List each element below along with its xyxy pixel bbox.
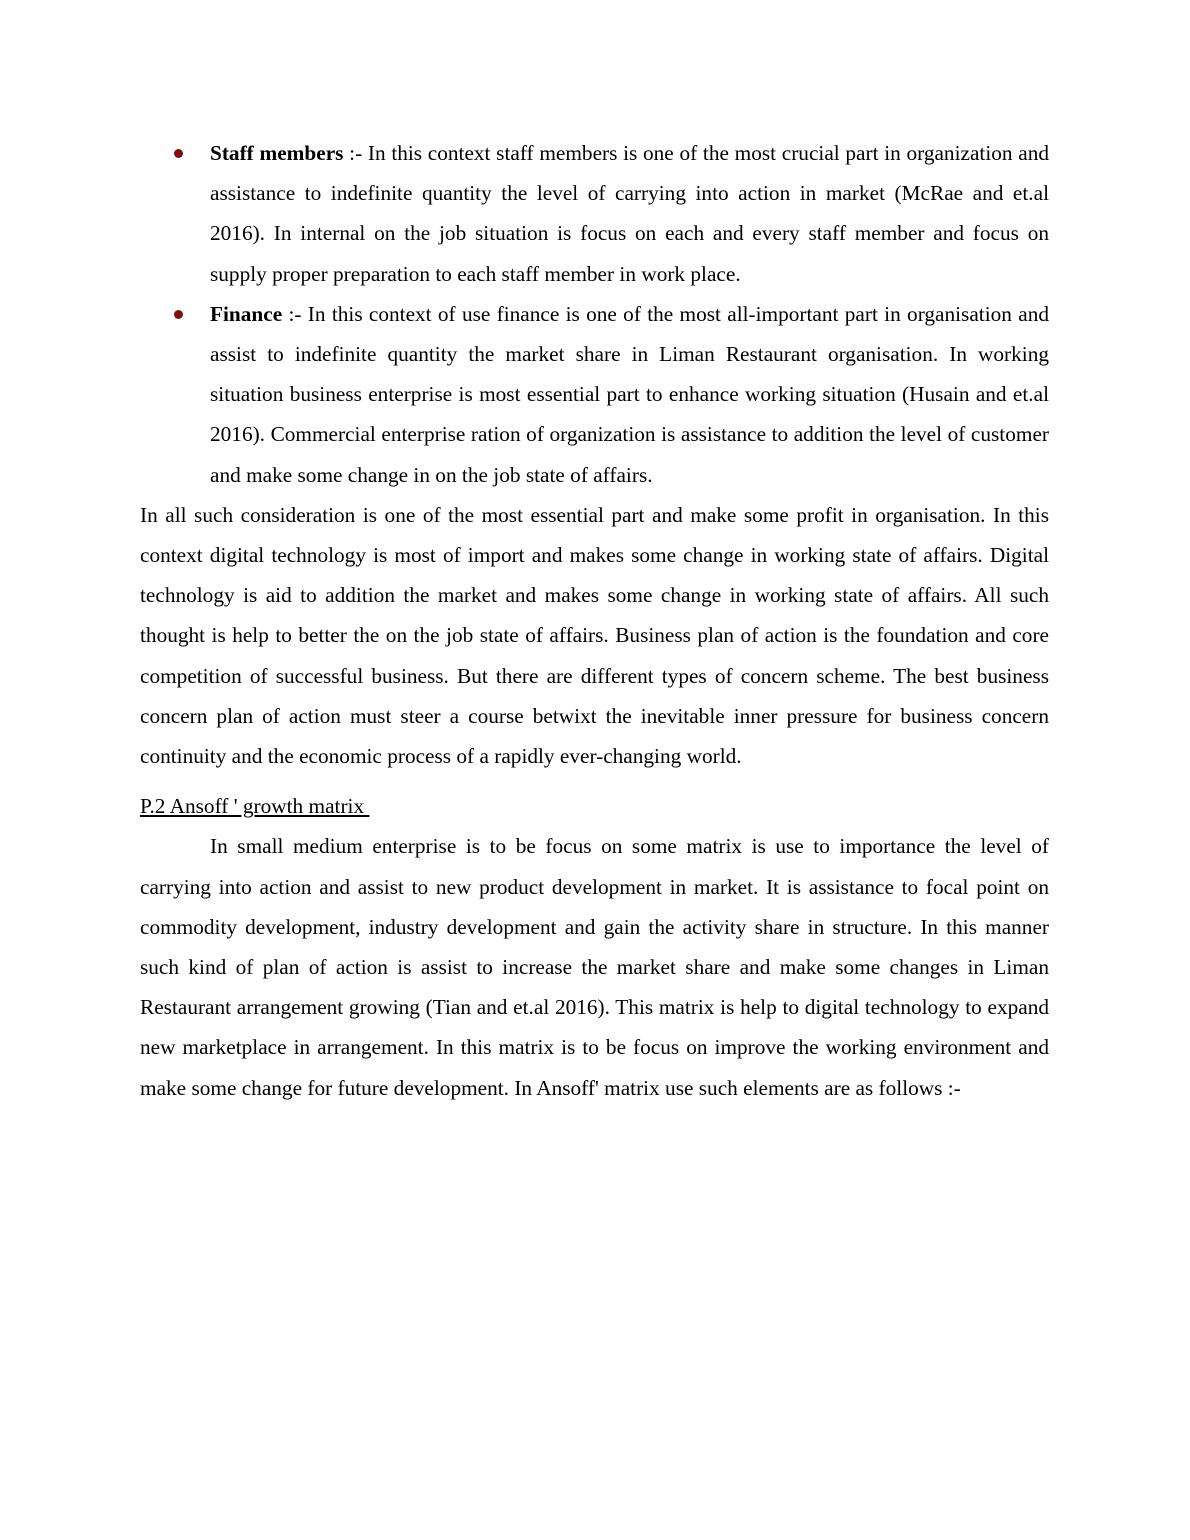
document-page bbox=[140, 133, 1049, 1108]
section-heading: P.2 Ansoff ' growth matrix bbox=[140, 794, 370, 819]
bullet-item-staff-members bbox=[140, 133, 1049, 294]
bullet-icon bbox=[174, 310, 183, 319]
bullet-text: :- In this context staff members is one of the most crucial part in organization and assistance to indefinite quantity the level of carrying into action in market (McRae and et.al 2016). In internal on the job situation is focus on each and every staff member and focus on supply proper preparation to each staff member in work place. bbox=[210, 141, 1049, 286]
bullet-list bbox=[140, 133, 1049, 495]
body-paragraph: In small medium enterprise is to be focus on some matrix is use to importance the level of carrying into action and assist to new product development in market. It is assistance to focal point on commodity development, industry development and gain the activity share in structure. In this manner such kind of plan of action is assist to increase the market share and make some changes in Liman Restaurant arrangement growing (Tian and et.al 2016). This matrix is help to digital technology to expand new marketplace in arrangement. In this matrix is to be focus on improve the working environment and make some change for future development. In Ansoff' matrix use such elements are as follows :- bbox=[140, 834, 1049, 1100]
bullet-item-finance bbox=[140, 294, 1049, 495]
body-paragraph: In all such consideration is one of the most essential part and make some profit in organisation. In this context digital technology is most of import and makes some change in working state of affairs. Digital technology is aid to addition the market and makes some change in working state of affairs. All such thought is help to better the on the job state of affairs. Business plan of action is the foundation and core competition of successful business. But there are different types of concern scheme. The best business concern plan of action must steer a course betwixt the inevitable inner pressure for business concern continuity and the economic process of a rapidly ever-changing world. bbox=[140, 502, 1049, 769]
bullet-icon bbox=[174, 149, 183, 158]
bullet-term: Finance bbox=[210, 301, 283, 326]
bullet-text: :- In this context of use finance is one of the most all-important part in organisation and assist to indefinite quantity the market share in Liman Restaurant organisation. In working situation business enterprise is most essential part to enhance working situation (Husain and et.al 2016). Commercial enterprise ration of organization is assistance to addition the level of customer and make some change in on the job state of affairs. bbox=[210, 301, 1049, 487]
bullet-term: Staff members bbox=[210, 141, 344, 165]
